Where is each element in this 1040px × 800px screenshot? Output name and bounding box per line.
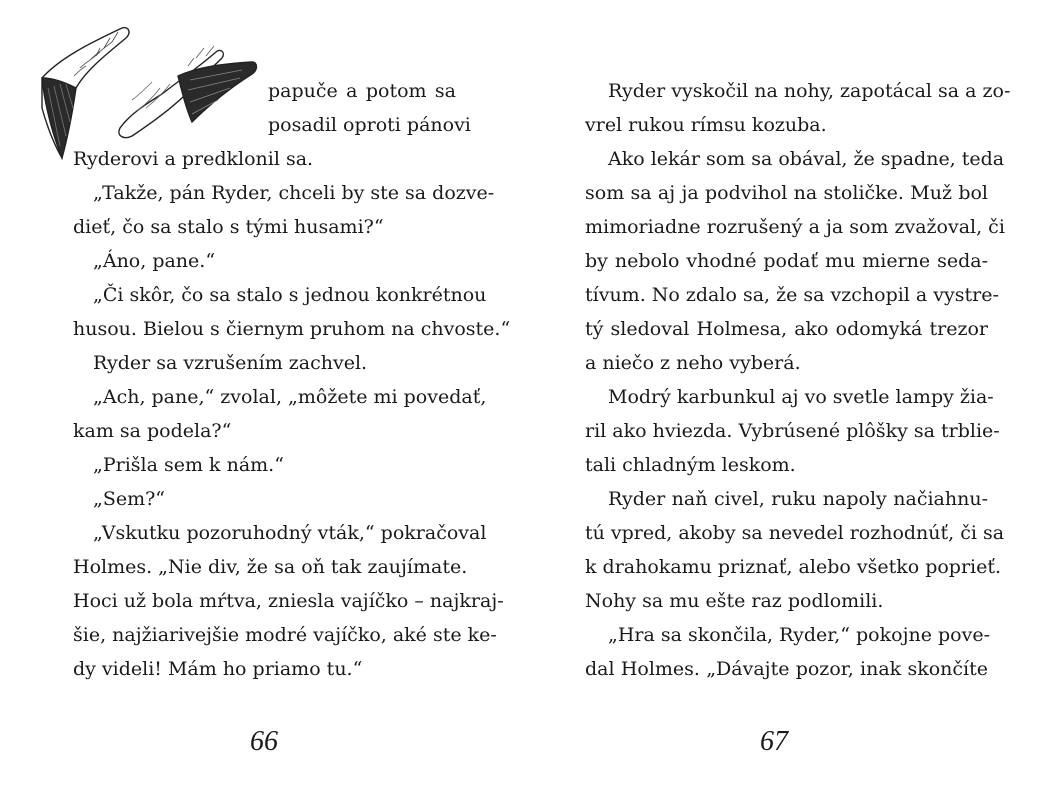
text-line: „Ach, pane,“ zvolal, „môžete mi povedať, (93, 386, 487, 408)
left-slipper-icon (42, 28, 129, 158)
page-number: 66 (250, 726, 278, 757)
text-line: „Áno, pane.“ (93, 250, 216, 272)
text-line: tívum. No zdalo sa, že sa vzchopil a vystre- (585, 284, 999, 306)
text-line: Modrý karbunkul aj vo svetle lampy žia- (608, 386, 994, 408)
text-line: „Takže, pán Ryder, chceli by ste sa dozve- (93, 182, 495, 204)
page-number: 67 (760, 726, 788, 757)
text-line: dieť, čo sa stalo s tými husami?“ (73, 216, 384, 238)
text-line: Ryder naň civel, ruku napoly načiahnu- (608, 488, 988, 510)
text-line: ril ako hviezda. Vybrúsené plôšky sa trblie- (585, 420, 1000, 442)
text-line: „Či skôr, čo sa stalo s jednou konkrétnou (93, 284, 487, 306)
text-line: tý sledoval Holmesa, ako odomyká trezor (585, 318, 988, 340)
text-line: vrel rukou rímsu kozuba. (585, 114, 827, 136)
text-line: Hoci už bola mŕtva, zniesla vajíčko – najkraj- (73, 590, 504, 612)
text-line: Ryder vyskočil na nohy, zapotácal sa a zo- (608, 80, 1011, 102)
text-line: som sa aj ja podvihol na stoličke. Muž bol (585, 182, 988, 204)
text-line: k drahokamu priznať, alebo všetko poprieť. (585, 556, 1002, 578)
text-line: by nebolo vhodné podať mu mierne seda- (585, 250, 988, 272)
text-line: Ako lekár som sa obával, že spadne, teda (608, 148, 1005, 170)
text-line: Holmes. „Nie div, že sa oň tak zaujímate. (73, 556, 468, 578)
text-line: „Hra sa skončila, Ryder,“ pokojne pove- (608, 624, 990, 646)
text-line: papuče a potom sa (268, 80, 456, 102)
text-line: „Sem?“ (93, 488, 166, 510)
text-line: husou. Bielou s čiernym pruhom na chvoste.“ (73, 318, 511, 340)
text-line: tali chladným leskom. (585, 454, 796, 476)
text-line: Ryderovi a predklonil sa. (73, 148, 314, 170)
right-page (520, 0, 1040, 800)
right-slipper-icon (119, 46, 257, 138)
text-line: Ryder sa vzrušením zachvel. (93, 352, 368, 374)
text-line: dy videli! Mám ho priamo tu.“ (73, 658, 363, 680)
text-line: Nohy sa mu ešte raz podlomili. (585, 590, 884, 612)
text-line: „Vskutku pozoruhodný vták,“ pokračoval (93, 522, 487, 544)
text-line: kam sa podela?“ (73, 420, 232, 442)
text-line: „Prišla sem k nám.“ (93, 454, 284, 476)
text-line: a niečo z neho vyberá. (585, 352, 801, 374)
text-line: mimoriadne rozrušený a ja som zvažoval, či (585, 216, 1005, 238)
text-line: posadil oproti pánovi (268, 114, 471, 136)
text-line: dal Holmes. „Dávajte pozor, inak skončíte (585, 658, 988, 680)
text-line: tú vpred, akoby sa nevedel rozhodnúť, či sa (585, 522, 1005, 544)
text-line: šie, najžiarivejšie modré vajíčko, aké ste ke- (73, 624, 497, 646)
